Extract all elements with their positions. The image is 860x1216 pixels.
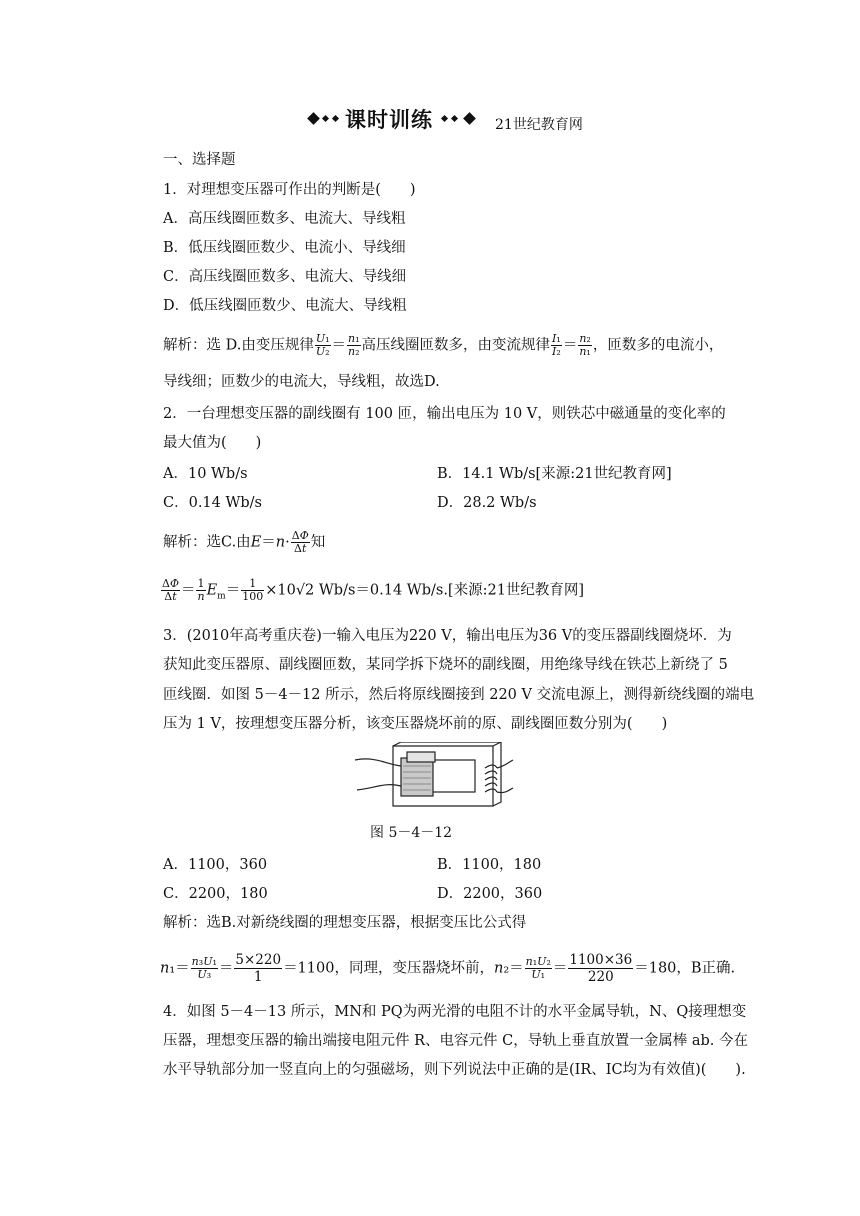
section-title: 一、选择题 [163,152,236,168]
transformer-figure [345,742,515,816]
diamond-icon [322,115,329,122]
diamond-icon [463,112,476,125]
q2-option-b: B．14.1 Wb/s[来源:21世纪教育网] [437,466,672,482]
q2-stem-line1: 2．一台理想变压器的副线圈有 100 匝，输出电压为 10 V，则铁芯中磁通量的变化率的 [163,406,726,422]
header-title: 课时训练 [345,108,433,132]
q3-stem-line4: 压为 1 V，按理想变压器分析，该变压器烧坏前的原、副线圈匝数分别为( ) [163,716,668,732]
header-source: 21世纪教育网 [495,117,583,133]
q2-analysis-line1: 解析：选C.由E＝n· $\frac{\Delta\Phi}{\Delta t}$ 知 [163,529,326,555]
q2-analysis-line2: $\frac{\Delta\Phi}{\Delta t}$ ＝ $\frac{1}{n}$ $E_m=$ $\frac{1}{100}$ ×10√2 Wb/s＝0.14 Wb/s.[来源:21世纪教育网] [162,577,585,603]
q1-option-c: C．高压线圈匝数多、电流大、导线细 [163,269,407,285]
q2-stem-line2: 最大值为( ) [163,435,262,451]
q3-option-c: C．2200，180 [163,886,268,902]
q3-analysis-line2: n₁＝ $\frac{\text{n₃U₁}}{\text{U₃}}$ ＝ $\frac{5\times 220}{1}$ ＝1100，同理，变压器烧坏前，n₂＝ $\frac{\text{n₁U₂}}{\text{U₁}}$ ＝ $\frac{1100\times 36}{220}$ ＝180，B正确. [160,952,736,985]
diamond-icon [441,115,448,122]
q3-stem-line2: 获知此变压器原、副线圈匝数，某同学拆下烧坏的副线圈，用绝缘导线在铁芯上新绕了 5 [163,657,728,673]
q1-stem: 1．对理想变压器可作出的判断是( ) [163,182,416,198]
q3-option-a: A．1100，360 [163,857,268,873]
q1-option-b: B．低压线圈匝数少、电流小、导线细 [163,240,406,256]
q4-stem-line2: 压器，理想变压器的输出端接电阻元件 R、电容元件 C，导轨上垂直放置一金属棒 ab. 今在 [163,1033,748,1049]
header-banner [305,104,625,134]
q1-analysis-line2: 导线细；匝数少的电流大，导线粗，故选D. [163,374,440,390]
q1-option-d: D．低压线圈匝数少、电流大、导线粗 [163,298,407,314]
diamond-icon [307,112,320,125]
q1-analysis-line1: 解析：选 D.由变压规律 $\frac{\text{U₁}}{\text{U₂}}$ ＝ $\frac{\text{n₁}}{\text{n₂}}$ 高压线圈匝数多，由变流规律 $\frac{\text{I₁}}{\text{I₂}}$ ＝ $\frac{\text{n₂}}{\text{n₁}}$ ，匝数多的电流小， [163,332,724,358]
q3-analysis-line1: 解析：选B.对新绕线圈的理想变压器，根据变压比公式得 [163,915,527,931]
q1-option-a: A．高压线圈匝数多、电流大、导线粗 [163,211,406,227]
q2-option-c: C．0.14 Wb/s [163,495,263,511]
q3-stem-line1: 3．(2010年高考重庆卷)一输入电压为220 V，输出电压为36 V的变压器副线圈烧坏．为 [163,628,732,644]
diamond-icon [451,115,458,122]
q2-option-d: D．28.2 Wb/s [437,495,537,511]
q4-stem-line3: 水平导轨部分加一竖直向上的匀强磁场，则下列说法中正确的是(IR、IC均为有效值)( ). [163,1062,746,1078]
q2-option-a: A．10 Wb/s [163,466,248,482]
q3-stem-line3: 匝线圈．如图 5－4－12 所示，然后将原线圈接到 220 V 交流电源上，测得新绕线圈的端电 [163,687,755,703]
q3-figure-caption: 图 5－4－12 [370,825,453,841]
q4-stem-line1: 4．如图 5－4－13 所示，MN和 PQ为两光滑的电阻不计的水平金属导轨，N、Q接理想变 [163,1004,747,1020]
q3-option-b: B．1100，180 [437,857,542,873]
q3-option-d: D．2200，360 [437,886,543,902]
diamond-icon [332,115,339,122]
